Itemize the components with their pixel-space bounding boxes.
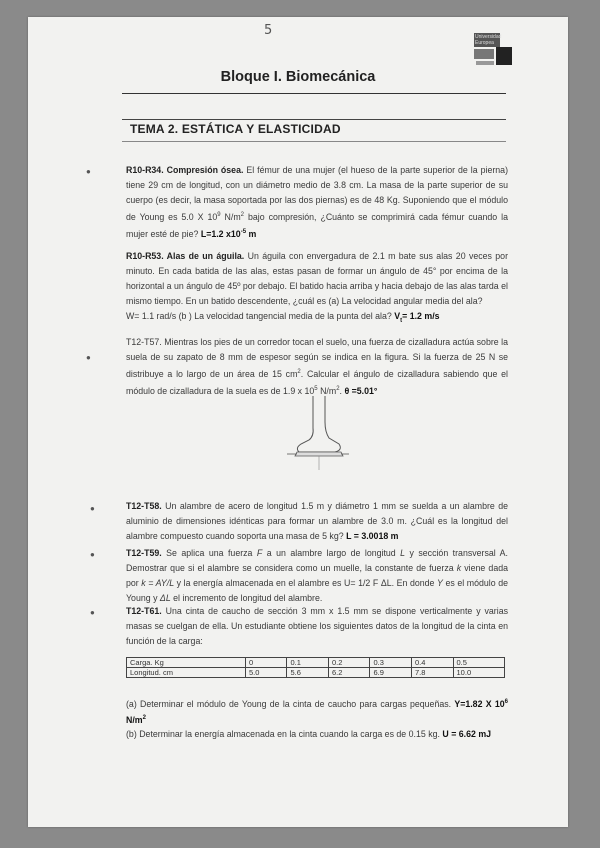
answer: $V_t= 1.2$ m/s: [394, 311, 440, 324]
page-number: 5: [264, 23, 273, 38]
table-cell: 6.9: [370, 668, 412, 678]
answer: Y=1.82 X $10^6$ $N/m^2$: [126, 698, 508, 725]
divider: [122, 141, 506, 142]
page-title: Bloque I. Biomecánica: [220, 69, 376, 85]
problem-t12-t58: T12-T58. Un alambre de acero de longitud 1.5 m y diámetro 1 mm se suelda a un alambre de aluminio de dimensiones idénticas para formar un alambre de 3.0 m. ¿Cuál es la longitud del alambre compuesto cuando soporta una masa de 5 kg? L = 3.0018 m: [126, 501, 508, 541]
problem-r10-r34: R10-R34. Compresión ósea. El fémur de una mujer (el hueso de la parte superior de la pierna) tiene 29 cm de longitud, con un diámetro medio de 3.8 cm. La masa de la parte superior de su cuerpo (es decir, la masa soportada por las dos piernas) es de 48 Kg. Suponiendo que el módulo de Young es 5.0 X $10^9$ $N/m^2$ bajo compresión, ¿Cuánto se comprimirá cada fémur cuando la mujer esté de pie? L=1.2 $x10^{-5}$ m: [126, 165, 508, 239]
answer: L=1.2 $x10^{-5}$ m: [200, 228, 257, 239]
table-cell: 6.2: [328, 668, 370, 678]
bullet-icon: ●: [86, 353, 91, 362]
bullet-icon: ●: [90, 550, 95, 559]
bullet-icon: ●: [86, 167, 91, 176]
answer: W= 1.1 rad/s: [126, 311, 177, 321]
table-cell: 0.1: [287, 658, 329, 668]
problem-t12-t57: T12-T57. Mientras los pies de un corredor tocan el suelo, una fuerza de cizalladura actúa sobre la suela de su zapato de 8 mm de espesor según se indica en la figura. Si la fuerza de 25 N se distribuye a lo largo de un área de 15 $cm^2$. Calcular el ángulo de cizalladura sabiendo que el módulo de cizalladura de la suela es de 1.9 x $10^5$ $N/m^2$. θ =5.01°: [126, 337, 508, 396]
bullet-icon: ●: [90, 608, 95, 617]
table-cell: 5.6: [287, 668, 329, 678]
table-cell: 7.8: [412, 668, 454, 678]
table-cell: 0: [245, 658, 287, 668]
problem-t12-t61-questions: (a) Determinar el módulo de Young de la cinta de caucho para cargas pequeñas. Y=1.82 X $10^6$ $N/m^2$ (b) Determinar la energía almacenada en la cinta cuando la carga es de 0.15 kg. U = 6.62 mJ: [126, 698, 508, 739]
table-cell: 0.4: [412, 658, 454, 668]
table-cell: 10.0: [453, 668, 504, 678]
answer: L = 3.0018 m: [346, 531, 399, 541]
data-table: [126, 657, 505, 678]
table-cell: 0.2: [328, 658, 370, 668]
answer: θ =5.01°: [344, 385, 378, 396]
document-page: [28, 17, 568, 827]
section-heading: TEMA 2. ESTÁTICA Y ELASTICIDAD: [130, 122, 341, 136]
problem-t12-t61: T12-T61. Una cinta de caucho de sección 3 mm x 1.5 mm se dispone verticalmente y varias masas se cuelgan de ella. Un estudiante obtiene los siguientes datos de la longitud de la cinta en función de la carga:: [126, 606, 508, 646]
logo-text: Universidad Europea: [475, 34, 502, 46]
foot-shear-figure: [283, 392, 353, 472]
bullet-icon: ●: [90, 504, 95, 513]
university-logo: [474, 33, 512, 69]
problem-r10-r53: R10-R53. Alas de un águila. Un águila con envergadura de 2.1 m bate sus alas 20 veces por minuto. En cada batida de las alas, estas pasan de formar un ángulo de 45° por encima de la horizontal a un ángulo de 45º por debajo. El batido hacia arriba y hacia debajo de las alas tarda el mismo tiempo. En un batido descendente, ¿cuál es (a) La velocidad angular media del ala? W= 1.1 rad/s (b ) La velocidad tangencial media de la punta del ala? $V_t= 1.2$ m/s: [126, 251, 509, 324]
divider: [122, 93, 506, 94]
table-cell: 5.0: [245, 668, 287, 678]
answer: U = 6.62 mJ: [442, 728, 492, 739]
table-cell: Longitud. cm: [127, 668, 246, 678]
problem-t12-t59: T12-T59. Se aplica una fuerza F a un alambre largo de longitud L y sección transversal A. Demostrar que si el alambre se considera como un muelle, la constante de fuerza k viene dada por k = AY/L y la energía almacenada en el alambre es U= 1/2 F ΔL. En donde Y es el módulo de Young y ΔL el incremento de longitud del alambre.: [126, 548, 508, 603]
table-cell: Carga. Kg: [127, 658, 246, 668]
table-row: [127, 668, 505, 678]
table-cell: 0.3: [370, 658, 412, 668]
table-cell: 0.5: [453, 658, 504, 668]
table-row: [127, 658, 505, 668]
divider: [122, 119, 506, 120]
